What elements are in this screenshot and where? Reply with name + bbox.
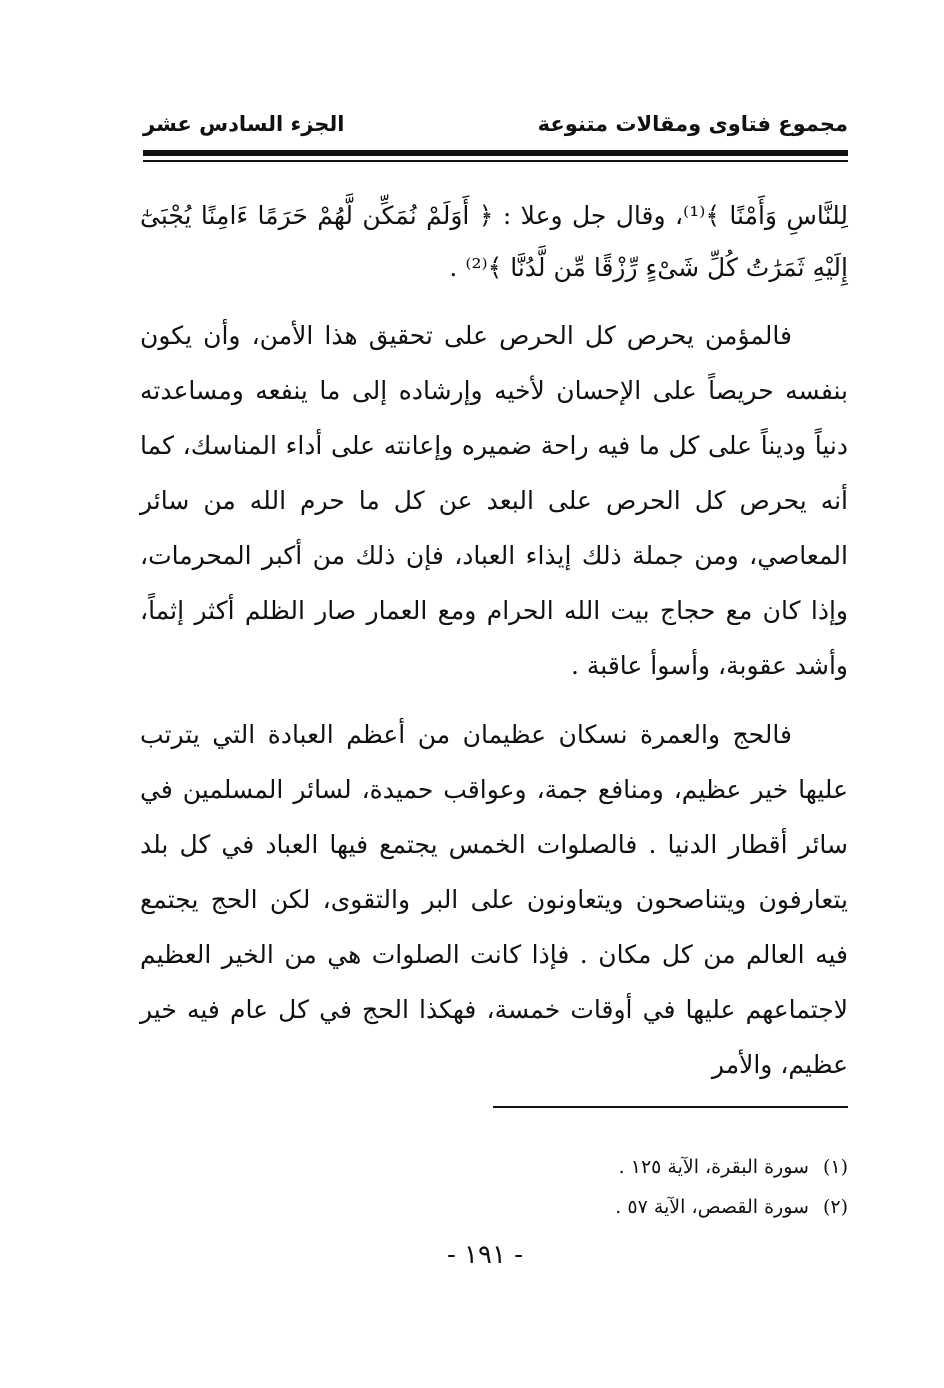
footnote-number: (١) [822,1156,848,1178]
book-title: مجموع فتاوى ومقالات متنوعة [537,112,848,136]
footnote-number: (٢) [822,1196,848,1218]
body-text [140,190,848,1092]
paragraph-hajj-umrah: فالحج والعمرة نسكان عظيمان من أعظم العبادة التي يترتب عليها خير عظيم، ومنافع جمة، وعواقب حميدة، لسائر المسلمين في سائر أقطار الدنيا . فالصلوات الخمس يجتمع فيها العباد في كل بلد يتعارفون ويتناصحون ويتعاونون على البر والتقوى، لكن الحج يجتمع فيه العالم من كل مكان . فإذا كانت الصلوات هي من الخير العظيم لاجتماعهم عليها في أوقات خمسة، فهكذا الحج في كل عام فيه خير عظيم، والأمر [140,720,848,1079]
footnote-text: سورة البقرة، الآية ١٢٥ . [618,1156,809,1178]
paragraph-believer: فالمؤمن يحرص كل الحرص على تحقيق هذا الأمن، وأن يكون بنفسه حريصاً على الإحسان لأخيه وإرشاده إلى ما ينفعه ومساعدته دنياً وديناً على كل ما فيه راحة ضميره وإعانته على أداء المناسك، كما أنه يحرص كل الحرص على البعد عن كل ما حرم الله من سائر المعاصي، ومن جملة ذلك إيذاء العباد، فإن ذلك من أكبر المحرمات، وإذا كان مع حجاج بيت الله الحرام ومع العمار صار الظلم أكثر إثماً، وأشد عقوبة، وأسوأ عاقبة . [140,321,848,680]
page-number: - ١٩١ - [446,1240,524,1270]
footnote-text: سورة القصص، الآية ٥٧ . [615,1196,809,1218]
footnotes [328,1147,848,1227]
volume-label: الجزء السادس عشر [143,112,345,136]
header-rule-thin [143,160,848,162]
footnote-item [328,1187,848,1227]
footnote-separator [493,1106,848,1108]
paragraph-quran-verse: لِلنَّاسِ وَأَمْنًا ﴾⁽¹⁾، وقال جل وعلا : ﴿ أَوَلَمْ نُمَكِّن لَّهُمْ حَرَمًا ءَامِنًا يُجْبَىٰٓ إِلَيْهِ ثَمَرَٰتُ كُلِّ شَىْءٍ رِّزْقًا مِّن لَّدُنَّا ﴾⁽²⁾ . [140,201,848,282]
header-rule-thick [143,150,848,156]
footnote-item [328,1147,848,1187]
